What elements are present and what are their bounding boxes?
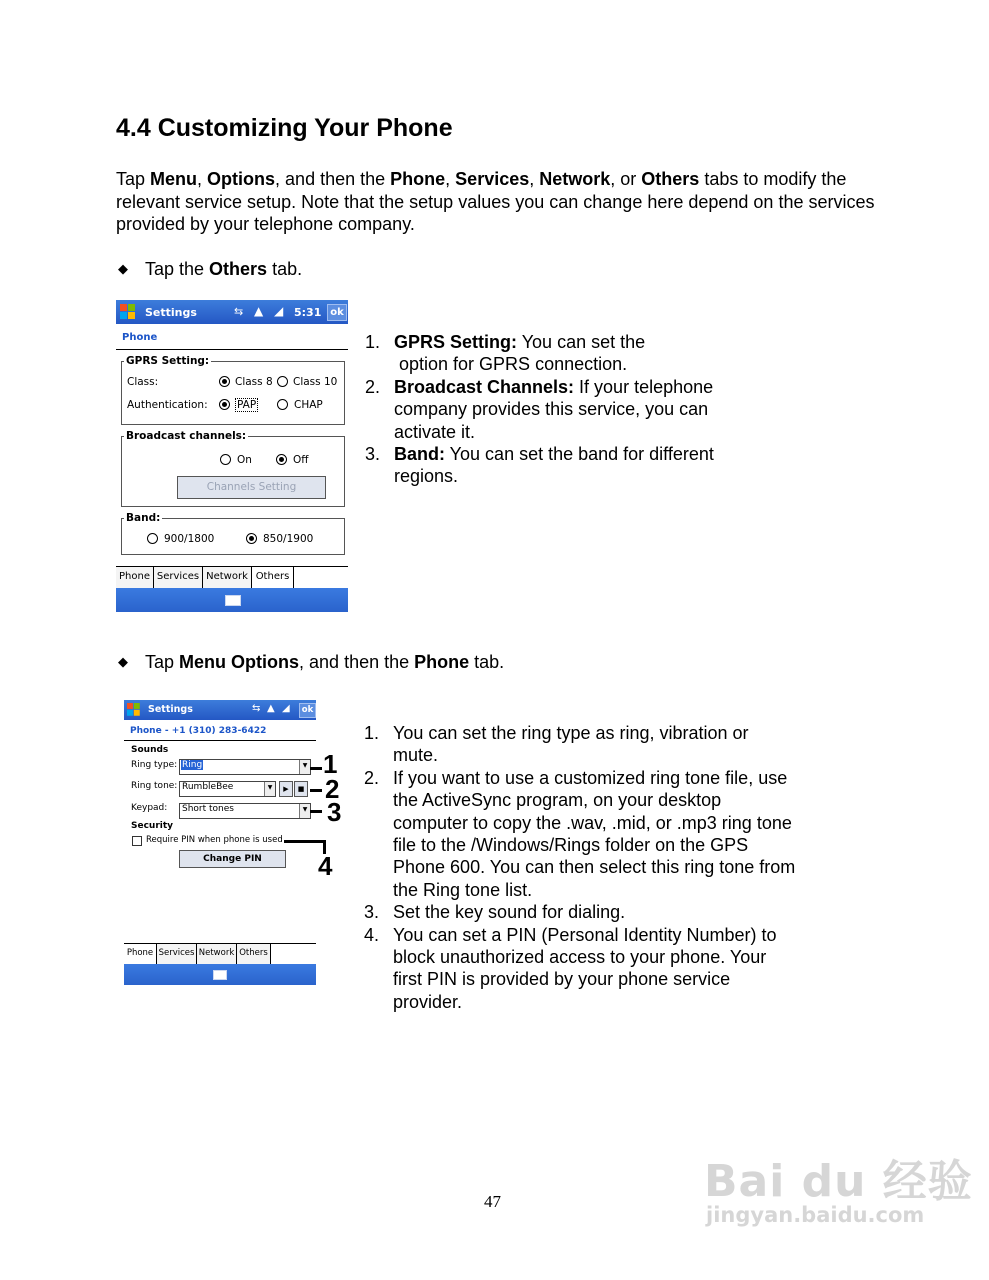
clock-time: 5:31 bbox=[294, 306, 322, 319]
header-divider bbox=[116, 349, 348, 350]
text-run: You can set a PIN (Personal Identity Number) to block unauthorized access to your phone. Your first PIN is provided by your phone service provider. bbox=[393, 924, 777, 1012]
list-number: 1. bbox=[365, 332, 381, 352]
ok-button[interactable]: ok bbox=[327, 304, 347, 321]
band-legend: Band: bbox=[126, 512, 161, 524]
title-bar bbox=[116, 300, 348, 324]
ring-type-label: Ring type: bbox=[131, 760, 178, 770]
text-run: If your telephone company provides this service, you can activate it. bbox=[394, 376, 714, 442]
bottom-menu-bar bbox=[124, 964, 316, 985]
keypad-label: Keypad: bbox=[131, 803, 168, 813]
ring-tone-dropdown[interactable] bbox=[179, 781, 276, 797]
ring-type-value: Ring bbox=[182, 760, 203, 770]
ring-tone-value: RumbleBee bbox=[182, 782, 234, 792]
text-run: , and then the bbox=[299, 652, 415, 672]
ring-tone-label: Ring tone: bbox=[131, 781, 178, 791]
section-title: 4.4 Customizing Your Phone bbox=[116, 114, 453, 142]
text-run: Set the key sound for dialing. bbox=[393, 902, 626, 923]
tab-services[interactable]: Services bbox=[157, 944, 197, 964]
tab-phone[interactable]: Phone bbox=[116, 567, 154, 588]
tab-strip bbox=[124, 943, 316, 964]
chap-label: CHAP bbox=[294, 399, 323, 411]
broadcast-channels-legend: Broadcast channels: bbox=[126, 430, 247, 442]
list-number: 3. bbox=[364, 902, 380, 923]
chap-radio[interactable] bbox=[277, 399, 288, 410]
signal-icon[interactable]: ▲ bbox=[254, 304, 264, 318]
keypad-dropdown[interactable] bbox=[179, 803, 311, 819]
callout-3: 3 bbox=[327, 797, 342, 827]
list-item bbox=[365, 376, 755, 443]
connectivity-icon[interactable]: ⇆ bbox=[234, 305, 244, 318]
callout-line-2 bbox=[310, 789, 322, 792]
class-label: Class: bbox=[127, 376, 159, 388]
broadcast-off-label: Off bbox=[293, 454, 309, 466]
text-run: Tap bbox=[145, 652, 180, 672]
chevron-down-icon: ▼ bbox=[299, 760, 310, 774]
text-run: , bbox=[197, 169, 208, 189]
require-pin-label: Require PIN when phone is used bbox=[146, 835, 283, 845]
keyboard-icon[interactable] bbox=[225, 595, 241, 606]
keypad-value: Short tones bbox=[182, 804, 234, 814]
chevron-down-icon: ▼ bbox=[299, 804, 310, 818]
change-pin-button[interactable]: Change PIN bbox=[179, 850, 286, 868]
stop-button[interactable]: ■ bbox=[294, 781, 308, 797]
baidu-jingyan-watermark-logo: Bai du 经验 bbox=[704, 1156, 973, 1207]
gprs-setting-legend: GPRS Setting: bbox=[126, 355, 210, 367]
phone-tab-notes bbox=[364, 722, 796, 1013]
list-number: 2. bbox=[364, 767, 380, 788]
text-run: , or bbox=[610, 169, 642, 189]
text-run: option for GPRS connection. bbox=[394, 354, 628, 375]
callout-1: 1 bbox=[323, 749, 338, 779]
broadcast-on-radio[interactable] bbox=[220, 454, 231, 465]
list-item bbox=[364, 767, 796, 901]
bold-text: Others bbox=[641, 169, 700, 189]
list-item bbox=[364, 722, 796, 767]
text-run: , bbox=[529, 169, 540, 189]
list-item bbox=[365, 443, 755, 488]
bold-text: Services bbox=[455, 169, 530, 189]
authentication-label: Authentication: bbox=[127, 399, 208, 411]
broadcast-off-radio[interactable] bbox=[276, 454, 287, 465]
bottom-menu-bar bbox=[116, 588, 348, 612]
gprs-setting-group bbox=[121, 355, 345, 425]
text-run: tabs to modify the relevant service setup. Note that the setup values you can change here depend on the services provided by your telephone company. bbox=[116, 169, 875, 234]
list-number: 1. bbox=[364, 723, 380, 743]
bold-text: Phone bbox=[390, 169, 446, 189]
window-title: Settings bbox=[145, 306, 197, 319]
sounds-heading: Sounds bbox=[131, 745, 169, 755]
list-number: 3. bbox=[365, 444, 381, 465]
band-850-1900-label: 850/1900 bbox=[263, 533, 314, 545]
bold-text: Phone bbox=[414, 652, 470, 672]
bold-text: Band: bbox=[394, 444, 445, 465]
band-900-1800-radio[interactable] bbox=[147, 533, 158, 544]
tab-network[interactable]: Network bbox=[203, 567, 252, 588]
tab-others[interactable]: Others bbox=[237, 944, 271, 964]
bold-text: Menu Options bbox=[179, 652, 300, 672]
bold-text: Options bbox=[207, 169, 276, 189]
bold-text: Others bbox=[209, 259, 268, 279]
text-run: You can set the bbox=[517, 332, 646, 352]
ring-type-dropdown[interactable] bbox=[179, 759, 311, 775]
intro-paragraph bbox=[116, 168, 886, 236]
class10-label: Class 10 bbox=[293, 376, 338, 388]
watermark-url: jingyan.baidu.com bbox=[706, 1203, 925, 1227]
pap-label: PAP bbox=[237, 399, 257, 411]
security-heading: Security bbox=[131, 821, 174, 831]
windows-start-icon[interactable] bbox=[127, 703, 141, 717]
list-item bbox=[364, 901, 796, 923]
others-tab-notes bbox=[365, 331, 755, 488]
ok-button[interactable]: ok bbox=[299, 703, 316, 718]
text-run: tab. bbox=[267, 259, 303, 279]
bullet-phone-tab bbox=[118, 652, 504, 673]
require-pin-checkbox[interactable] bbox=[132, 836, 142, 846]
bold-text: Broadcast Channels: bbox=[394, 376, 575, 397]
speaker-icon[interactable]: ◢ bbox=[274, 304, 284, 318]
text-run: Tap bbox=[116, 169, 151, 189]
text-run: If you want to use a customized ring tone file, use the ActiveSync program, on your desktop computer to copy the .wav, .mid, or .mp3 ring tone file to the /Windows/Rings folder on the GPS Phone 600. You can then select this ring tone from the Ring tone list. bbox=[393, 767, 796, 900]
play-button[interactable]: ▶ bbox=[279, 781, 293, 797]
class10-radio[interactable] bbox=[277, 376, 288, 387]
text-run: , and then the bbox=[275, 169, 391, 189]
callout-4: 4 bbox=[318, 851, 333, 881]
tab-strip bbox=[116, 566, 348, 588]
screenshot-others-tab bbox=[116, 300, 348, 612]
list-item bbox=[365, 331, 755, 376]
title-bar bbox=[124, 700, 316, 720]
callout-line-3 bbox=[310, 810, 322, 813]
pap-radio[interactable] bbox=[219, 399, 230, 410]
text-run: , bbox=[445, 169, 456, 189]
tab-network[interactable]: Network bbox=[197, 944, 237, 964]
bold-text: GPRS Setting: bbox=[394, 332, 518, 352]
callout-line-1 bbox=[310, 767, 322, 770]
list-number: 2. bbox=[365, 376, 381, 397]
callout-line-4a bbox=[284, 840, 326, 843]
text-run: You can set the band for different regions. bbox=[394, 444, 714, 487]
signal-icon[interactable]: ▲ bbox=[267, 703, 275, 714]
callout-2: 2 bbox=[325, 774, 340, 804]
diamond-bullet-icon: ◆ bbox=[118, 654, 128, 669]
window-title: Settings bbox=[148, 704, 193, 715]
windows-start-icon[interactable] bbox=[120, 304, 136, 320]
band-900-1800-label: 900/1800 bbox=[164, 533, 215, 545]
list-item bbox=[364, 924, 796, 1014]
bullet-text bbox=[145, 259, 302, 279]
broadcast-on-label: On bbox=[237, 454, 252, 466]
header-divider bbox=[124, 740, 316, 741]
tab-phone[interactable]: Phone bbox=[124, 944, 157, 964]
keyboard-icon[interactable] bbox=[213, 970, 227, 980]
text-run: You can set the ring type as ring, vibration or mute. bbox=[393, 723, 749, 766]
band-850-1900-radio[interactable] bbox=[246, 533, 257, 544]
page-header: Phone - +1 (310) 283-6422 bbox=[130, 726, 267, 736]
page-number: 47 bbox=[484, 1192, 501, 1211]
class8-label: Class 8 bbox=[235, 376, 273, 388]
list-number: 4. bbox=[364, 924, 380, 945]
chevron-down-icon: ▼ bbox=[264, 782, 275, 796]
class8-radio[interactable] bbox=[219, 376, 230, 387]
channels-setting-button[interactable]: Channels Setting bbox=[177, 476, 326, 499]
text-run: Tap the bbox=[145, 259, 210, 279]
connectivity-icon[interactable]: ⇆ bbox=[252, 703, 261, 714]
bullet-others-tab bbox=[118, 259, 302, 280]
tab-services[interactable]: Services bbox=[154, 567, 203, 588]
bold-text: Network bbox=[539, 169, 611, 189]
tab-others[interactable]: Others bbox=[252, 567, 294, 588]
page-header: Phone bbox=[122, 332, 158, 343]
bullet-text bbox=[145, 652, 504, 672]
bold-text: Menu bbox=[150, 169, 198, 189]
diamond-bullet-icon: ◆ bbox=[118, 261, 128, 276]
speaker-icon[interactable]: ◢ bbox=[282, 703, 290, 714]
text-run: tab. bbox=[469, 652, 505, 672]
